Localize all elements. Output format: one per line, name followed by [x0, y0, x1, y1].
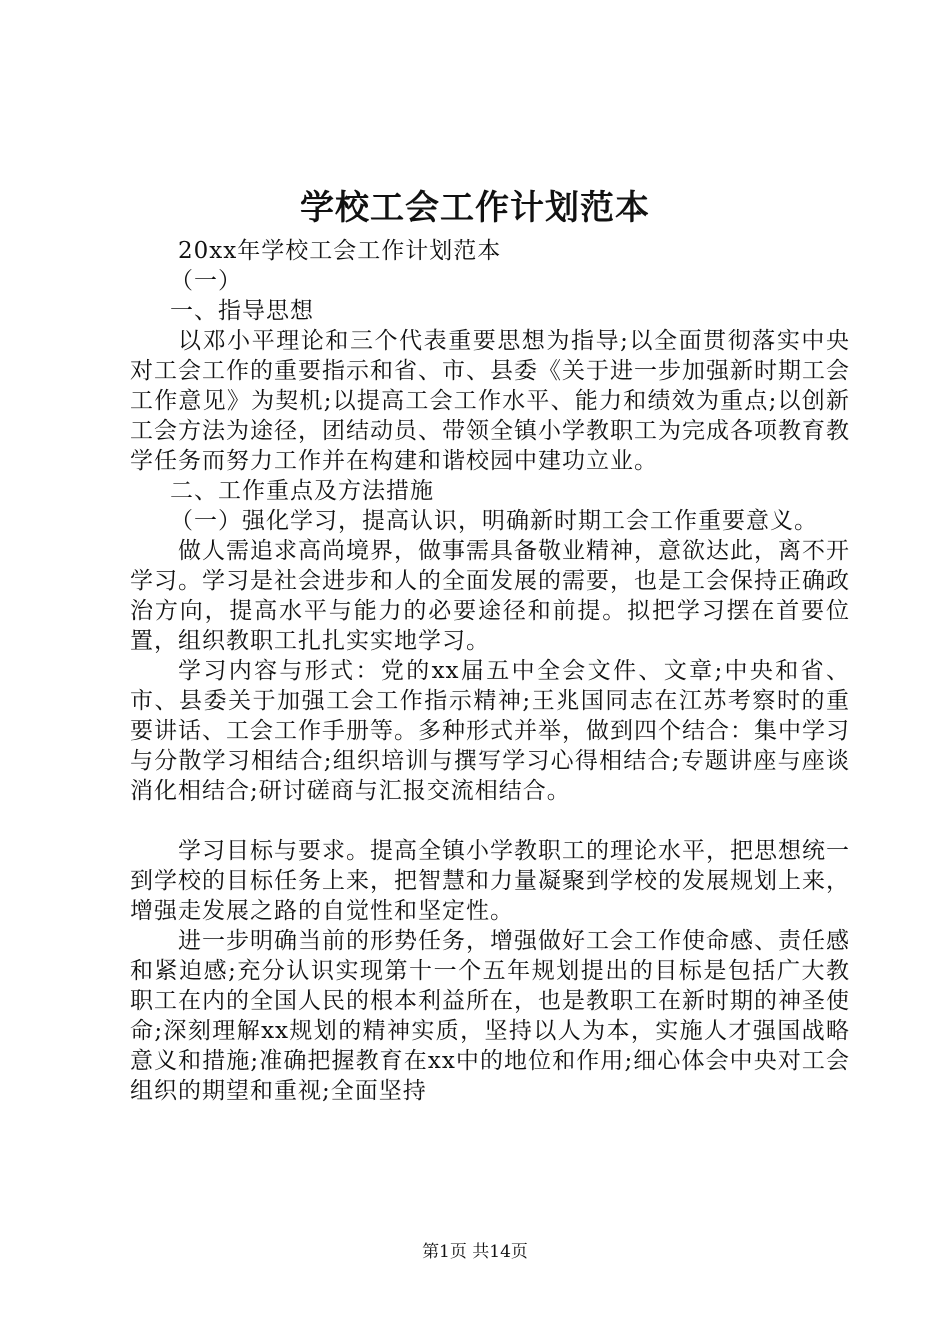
paragraph-subtitle: 20xx年学校工会工作计划范本: [178, 238, 502, 264]
paragraph-section-number: （一）: [170, 268, 242, 294]
paragraph-learning-content: 学习内容与形式：党的xx届五中全会文件、文章;中央和省、市、县委关于加强工会工作指示精神;王兆国同志在江苏考察时的重要讲话、工会工作手册等。多种形式并举，做到四个结合：集中学习与分散学习相结合;组织培训与撰写学习心得相结合;专题讲座与座谈消化相结合;研讨磋商与汇报交流相结合。: [130, 658, 850, 804]
paragraph-guiding-ideology: 以邓小平理论和三个代表重要思想为指导;以全面贯彻落实中央对工会工作的重要指示和省、市、县委《关于进一步加强新时期工会工作意见》为契机;以提高工会工作水平、能力和绩效为重点;以创新工会方法为途径，团结动员、带领全镇小学教职工为完成各项教育教学任务而努力工作并在构建和谐校园中建功立业。: [130, 328, 850, 474]
document-title: 学校工会工作计划范本: [300, 188, 650, 228]
heading-guiding-ideology: 一、指导思想: [170, 298, 314, 324]
paragraph-learning-goals: 学习目标与要求。提高全镇小学教职工的理论水平，把思想统一到学校的目标任务上来，把智慧和力量凝聚到学校的发展规划上来，增强走发展之路的自觉性和坚定性。: [130, 838, 850, 924]
page-number: 第1页 共14页: [422, 1242, 528, 1262]
heading-work-focus: 二、工作重点及方法措施: [170, 478, 434, 504]
paragraph-learning-importance: 做人需追求高尚境界，做事需具备敬业精神，意欲达此，离不开学习。学习是社会进步和人的全面发展的需要，也是工会保持正确政治方向，提高水平与能力的必要途径和前提。拟把学习摆在首要位置，组织教职工扎扎实实地学习。: [130, 538, 850, 654]
subheading-strengthen-learning: （一）强化学习，提高认识，明确新时期工会工作重要意义。: [170, 508, 818, 534]
paragraph-situation-tasks: 进一步明确当前的形势任务，增强做好工会工作使命感、责任感和紧迫感;充分认识实现第十一个五年规划提出的目标是包括广大教职工在内的全国人民的根本利益所在，也是教职工在新时期的神圣使命;深刻理解xx规划的精神实质，坚持以人为本，实施人才强国战略意义和措施;准确把握教育在xx中的地位和作用;细心体会中央对工会组织的期望和重视;全面坚持: [130, 928, 850, 1104]
document-body: [130, 236, 850, 1106]
